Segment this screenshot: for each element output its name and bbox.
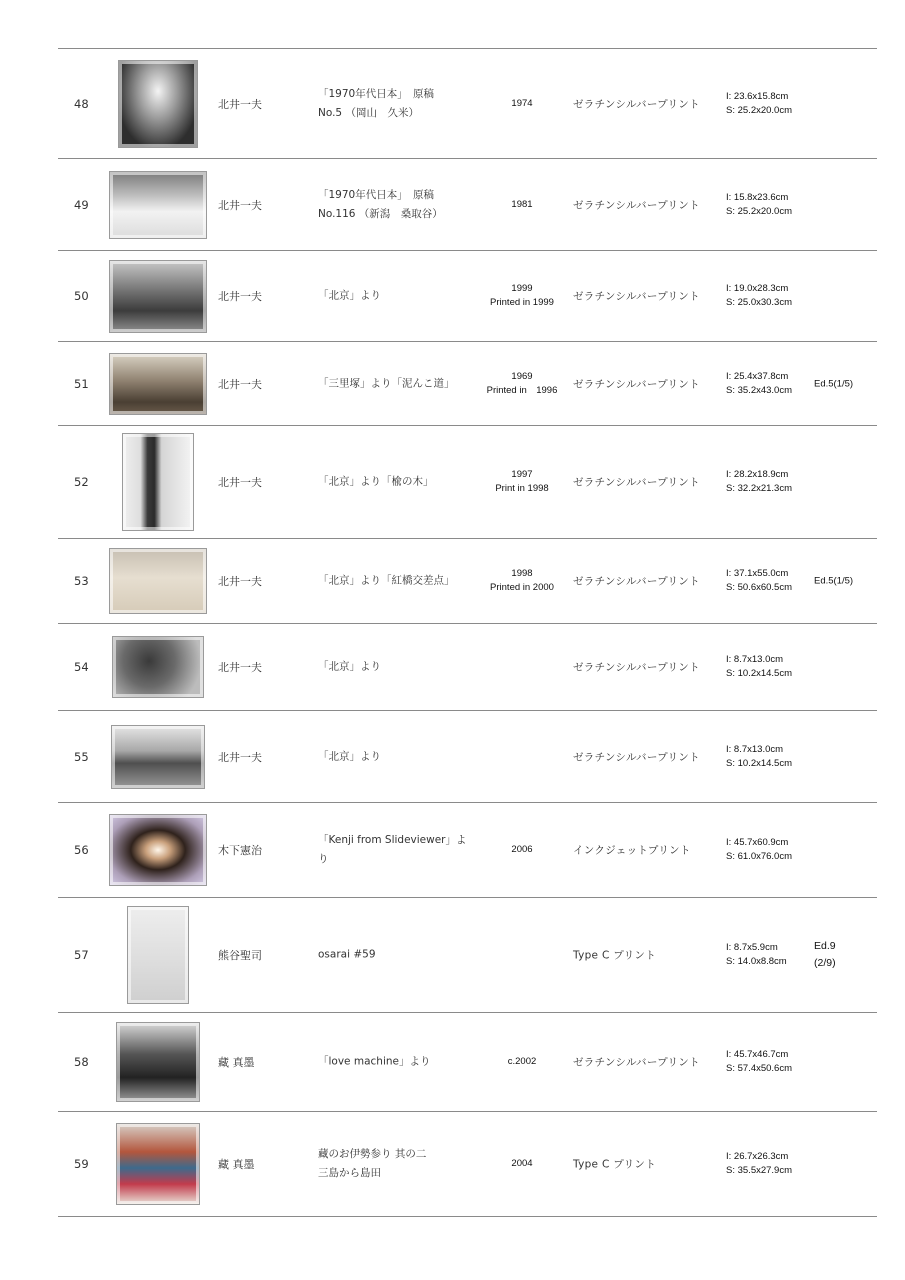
item-number: 50 [74,289,89,303]
table-row [58,897,877,1012]
table-row [58,425,877,538]
artwork-thumbnail-cell [108,159,208,250]
artist-name: 木下憲治 [218,844,262,857]
table-row [58,250,877,341]
size-sheet: S: 32.2x21.3cm [726,483,793,494]
year-line: Printed in 1996 [486,384,558,396]
title-line: osarai #59 [318,948,376,961]
artwork-thumbnail [116,1022,200,1102]
year-line: 1974 [511,97,533,109]
artwork-medium: インクジェットプリント [573,844,691,857]
artwork-thumbnail [127,906,189,1004]
item-number: 59 [74,1157,89,1171]
title-line: 「北京」より [318,660,381,673]
size-image: I: 19.0x28.3cm [726,283,789,294]
title-line: 「北京」より [318,750,381,762]
artwork-medium: Type C プリント [573,1158,657,1171]
year-line: 1999 [511,283,533,294]
artwork-medium: ゼラチンシルバープリント [573,751,700,763]
artwork-thumbnail [109,260,207,333]
size-image: I: 15.8x23.6cm [726,191,789,203]
year-line: 1997 [511,469,533,480]
artwork-thumbnail [118,60,198,148]
size-sheet: S: 35.2x43.0cm [726,384,793,396]
edition-info [814,375,853,392]
title-line: 「1970年代日本」 原稿 [318,87,434,100]
artwork-thumbnail [112,636,204,698]
artwork-thumbnail [111,725,205,789]
artwork-medium: Type C プリント [573,949,657,962]
year-line: Printed in 2000 [490,582,554,593]
size-sheet: S: 10.2x14.5cm [726,757,793,769]
artwork-medium: ゼラチンシルバープリント [573,1056,700,1069]
size-image: I: 45.7x46.7cm [726,1049,789,1060]
artwork-title [318,572,478,591]
artwork-year [478,370,566,398]
artwork-size [726,282,792,310]
artwork-thumbnail [122,433,194,531]
artist-name: 北井一夫 [218,661,262,674]
item-number: 48 [74,96,89,111]
title-line: 「北京」より「紅橋交差点」 [318,574,455,587]
artwork-thumbnail-cell [108,711,208,802]
size-sheet: S: 50.6x60.5cm [726,582,793,593]
artist-name: 北井一夫 [218,290,262,303]
item-number: 51 [74,376,89,391]
title-line: 藏のお伊勢参り 其の二 [318,1148,427,1160]
artwork-thumbnail-cell [108,539,208,623]
size-sheet: S: 25.2x20.0cm [726,104,793,116]
artwork-size [726,1150,792,1178]
artwork-thumbnail [109,814,207,886]
size-image: I: 45.7x60.9cm [726,837,789,848]
artist-name: 北井一夫 [218,476,262,489]
artwork-medium: ゼラチンシルバープリント [573,98,700,110]
artwork-medium: ゼラチンシルバープリント [573,575,700,588]
item-number: 56 [74,843,89,857]
year-line: 1969 [511,370,533,382]
artwork-title [318,1053,478,1072]
item-number: 55 [74,749,89,764]
size-sheet: S: 14.0x8.8cm [726,956,787,967]
table-row [58,538,877,623]
artwork-list-table [58,48,877,1217]
size-sheet: S: 61.0x76.0cm [726,851,793,862]
size-sheet: S: 10.2x14.5cm [726,668,793,679]
table-row [58,623,877,710]
artwork-size [726,743,792,771]
artwork-title [318,747,478,766]
artwork-year [478,97,566,111]
artwork-medium: ゼラチンシルバープリント [573,378,700,390]
table-row [58,1012,877,1111]
year-line: 2006 [511,844,533,855]
artwork-year [478,198,566,212]
artwork-title [318,473,478,492]
artist-name: 北井一夫 [218,377,262,391]
title-line: 三島から島田 [318,1167,381,1179]
size-sheet: S: 25.2x20.0cm [726,205,793,217]
artwork-title [318,658,478,677]
artwork-year [478,1157,566,1171]
edition-line: Ed.5(1/5) [814,378,854,389]
size-image: I: 23.6x15.8cm [726,90,789,102]
item-number: 58 [74,1055,89,1069]
artwork-year [478,1055,566,1069]
artwork-year [478,843,566,857]
artwork-thumbnail-cell [108,49,208,158]
artwork-thumbnail [109,171,207,239]
size-sheet: S: 57.4x50.6cm [726,1063,793,1074]
artwork-title [318,831,478,869]
artwork-size [726,90,792,118]
artwork-title [318,186,478,224]
artwork-thumbnail-cell [108,1013,208,1111]
artwork-size [726,1048,792,1076]
artwork-medium: ゼラチンシルバープリント [573,199,700,211]
artwork-size [726,653,792,681]
artist-name: 北井一夫 [218,97,262,111]
artwork-thumbnail-cell [108,803,208,897]
edition-line: (2/9) [814,957,836,969]
artwork-title [318,946,478,965]
artwork-thumbnail [109,548,207,614]
edition-info [814,573,853,590]
title-line: 「北京」より [318,289,381,302]
artwork-year [478,567,566,595]
artwork-size [726,836,792,864]
year-line: c.2002 [507,1056,537,1067]
artwork-size [726,191,792,219]
size-image: I: 25.4x37.8cm [726,370,789,382]
artwork-medium: ゼラチンシルバープリント [573,290,700,303]
size-image: I: 26.7x26.3cm [726,1151,789,1162]
title-line: No.116 （新潟 桑取谷） [318,207,443,220]
item-number: 57 [74,948,89,962]
table-row [58,48,877,158]
artwork-thumbnail-cell [108,251,208,341]
artwork-size [726,370,792,398]
year-line: 2004 [511,1158,533,1169]
item-number: 49 [74,197,89,212]
title-line: 「love machine」より [318,1055,431,1068]
artwork-thumbnail [116,1123,200,1205]
title-line: No.5 （岡山 久米） [318,106,419,119]
artwork-thumbnail [109,353,207,415]
edition-line: Ed.9 [814,940,836,952]
item-number: 54 [74,660,89,674]
table-row [58,710,877,802]
artwork-size [726,941,787,969]
artist-name: 北井一夫 [218,198,262,212]
artwork-thumbnail-cell [108,1112,208,1216]
artist-name: 藏 真墨 [218,1056,255,1069]
edition-line: Ed.5(1/5) [814,575,854,587]
size-image: I: 8.7x13.0cm [726,743,784,755]
item-number: 52 [74,475,89,489]
artwork-thumbnail-cell [108,624,208,710]
table-row [58,1111,877,1217]
year-line: Print in 1998 [495,483,549,494]
title-line: 「1970年代日本」 原稿 [318,188,434,201]
artwork-year [478,468,566,496]
artwork-title [318,374,478,393]
size-image: I: 8.7x5.9cm [726,942,778,953]
title-line: 「Kenji from Slideviewer」よ [318,834,467,846]
table-row [58,802,877,897]
title-line: 「北京」より「楡の木」 [318,475,434,488]
year-line: 1998 [511,568,533,579]
edition-info [814,938,836,972]
year-line: 1981 [511,198,533,210]
title-line: り [318,853,329,865]
year-line: Printed in 1999 [490,297,554,308]
size-sheet: S: 25.0x30.3cm [726,297,793,308]
artwork-year [478,282,566,310]
artist-name: 藏 真墨 [218,1158,255,1171]
artwork-thumbnail-cell [108,426,208,538]
artwork-size [726,567,792,595]
artwork-medium: ゼラチンシルバープリント [573,661,700,674]
size-image: I: 28.2x18.9cm [726,469,789,480]
table-row [58,158,877,250]
artwork-medium: ゼラチンシルバープリント [573,476,700,489]
artwork-thumbnail-cell [108,898,208,1012]
item-number: 53 [74,574,89,588]
size-sheet: S: 35.5x27.9cm [726,1165,793,1176]
artist-name: 北井一夫 [218,750,262,764]
artwork-size [726,468,792,496]
table-row [58,341,877,425]
artist-name: 北井一夫 [218,575,262,588]
title-line: 「三里塚」より「泥んこ道」 [318,377,455,389]
artwork-title [318,85,478,123]
size-image: I: 37.1x55.0cm [726,568,789,579]
artwork-title [318,287,478,306]
artist-name: 熊谷聖司 [218,949,262,962]
size-image: I: 8.7x13.0cm [726,654,784,665]
artwork-title [318,1145,478,1183]
artwork-thumbnail-cell [108,342,208,425]
